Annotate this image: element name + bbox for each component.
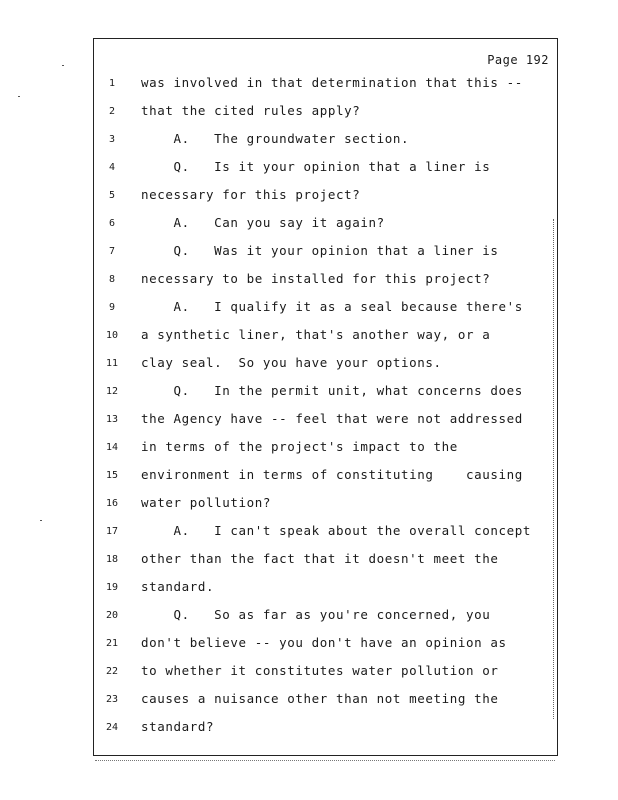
scan-artifact-line [95, 760, 555, 761]
line-number: 2 [108, 106, 116, 117]
line-text: to whether it constitutes water pollution or [141, 663, 499, 678]
transcript-line [94, 495, 557, 515]
transcript-line [94, 243, 557, 263]
line-text: water pollution? [141, 495, 272, 510]
line-number: 17 [105, 526, 119, 537]
line-number: 8 [108, 274, 116, 285]
line-number: 6 [108, 218, 116, 229]
line-number: 3 [108, 134, 116, 145]
transcript-line [94, 327, 557, 347]
right-margin-scan-line [553, 219, 554, 719]
line-text: that the cited rules apply? [141, 103, 361, 118]
line-text: a synthetic liner, that's another way, or a [141, 327, 491, 342]
scan-speck [62, 65, 64, 66]
line-text: standard. [141, 579, 215, 594]
line-number: 23 [105, 694, 119, 705]
scan-speck [18, 96, 20, 97]
transcript-line [94, 159, 557, 179]
line-number: 12 [105, 386, 119, 397]
line-number: 5 [108, 190, 116, 201]
line-number: 9 [108, 302, 116, 313]
transcript-line [94, 215, 557, 235]
line-number: 1 [108, 78, 116, 89]
line-number: 20 [105, 610, 119, 621]
line-number: 24 [105, 722, 119, 733]
line-text: necessary for this project? [141, 187, 361, 202]
transcript-line [94, 75, 557, 95]
line-number: 10 [105, 330, 119, 341]
scan-speck [40, 520, 42, 521]
transcript-line [94, 467, 557, 487]
transcript-line [94, 271, 557, 291]
line-number: 22 [105, 666, 119, 677]
line-text: clay seal. So you have your options. [141, 355, 442, 370]
line-text: necessary to be installed for this project? [141, 271, 491, 286]
line-number: 18 [105, 554, 119, 565]
transcript-line [94, 523, 557, 543]
transcript-line [94, 551, 557, 571]
line-text: environment in terms of constituting causing [141, 467, 523, 482]
line-text: don't believe -- you don't have an opinion as [141, 635, 507, 650]
line-number: 21 [105, 638, 119, 649]
line-number: 19 [105, 582, 119, 593]
line-number: 16 [105, 498, 119, 509]
transcript-line [94, 663, 557, 683]
page-number: Page 192 [487, 53, 549, 67]
line-number: 13 [105, 414, 119, 425]
line-text: A. I can't speak about the overall concept [141, 523, 532, 538]
transcript-line [94, 103, 557, 123]
line-text: in terms of the project's impact to the [141, 439, 458, 454]
line-text: the Agency have -- feel that were not addressed [141, 411, 523, 426]
transcript-line [94, 579, 557, 599]
transcript-line [94, 411, 557, 431]
line-text: was involved in that determination that this -- [141, 75, 523, 90]
transcript-page [93, 38, 558, 756]
transcript-line [94, 383, 557, 403]
transcript-line [94, 607, 557, 627]
transcript-line [94, 635, 557, 655]
line-text: other than the fact that it doesn't meet the [141, 551, 499, 566]
line-number: 4 [108, 162, 116, 173]
line-text: Q. In the permit unit, what concerns does [141, 383, 523, 398]
line-number: 14 [105, 442, 119, 453]
line-number: 15 [105, 470, 119, 481]
line-text: Q. Is it your opinion that a liner is [141, 159, 491, 174]
line-number: 7 [108, 246, 116, 257]
line-text: Q. So as far as you're concerned, you [141, 607, 491, 622]
transcript-line [94, 187, 557, 207]
line-text: A. Can you say it again? [141, 215, 385, 230]
transcript-line [94, 719, 557, 739]
line-text: A. The groundwater section. [141, 131, 410, 146]
line-text: standard? [141, 719, 215, 734]
line-text: A. I qualify it as a seal because there's [141, 299, 523, 314]
transcript-line [94, 299, 557, 319]
line-text: causes a nuisance other than not meeting the [141, 691, 499, 706]
transcript-line [94, 439, 557, 459]
transcript-line [94, 355, 557, 375]
line-number: 11 [105, 358, 119, 369]
line-text: Q. Was it your opinion that a liner is [141, 243, 499, 258]
transcript-line [94, 691, 557, 711]
transcript-line [94, 131, 557, 151]
